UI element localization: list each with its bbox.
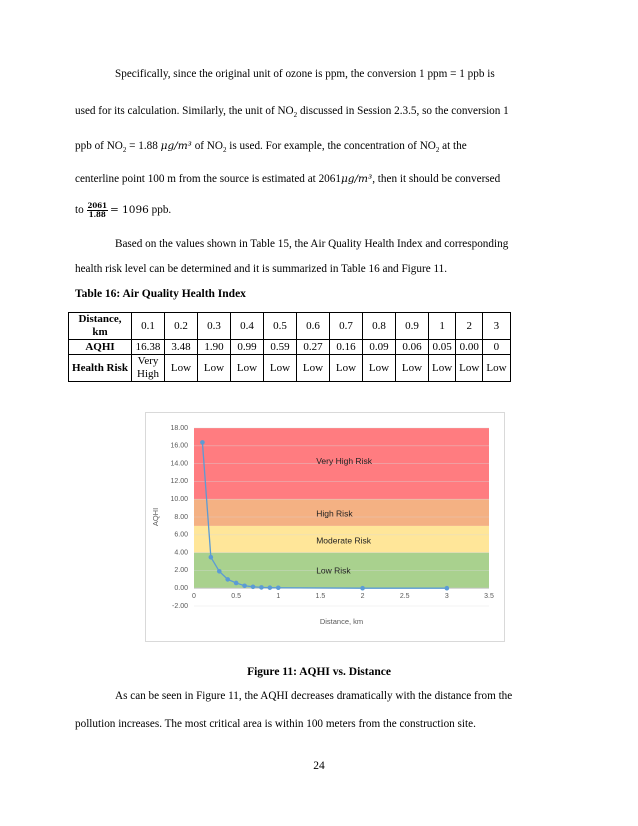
row-header-risk: Health Risk [69, 355, 132, 382]
aqhi-chart [145, 412, 505, 642]
x-tick-label: 2.5 [399, 593, 410, 601]
aqhi-cell: 0.59 [264, 340, 297, 355]
data-point [360, 586, 365, 591]
risk-cell: Low [231, 355, 264, 382]
risk-cell: Very High [132, 355, 165, 382]
aqhi-table [68, 312, 511, 382]
band-label: Low Risk [316, 565, 351, 576]
distance-cell: 0.5 [264, 313, 297, 340]
y-tick-label: 8.00 [174, 513, 188, 521]
distance-cell: 0.3 [198, 313, 231, 340]
y-tick-label: 14.00 [170, 460, 188, 468]
para3-line1: As can be seen in Figure 11, the AQHI decreases dramatically with the distance from the [115, 690, 513, 702]
risk-cell: Low [198, 355, 231, 382]
risk-cell: Low [297, 355, 330, 382]
para3-line2: pollution increases. The most critical area is within 100 meters from the construction site. [75, 718, 476, 730]
distance-cell: 0.1 [132, 313, 165, 340]
x-tick-label: 1 [276, 593, 281, 601]
y-tick-label: 18.00 [170, 424, 188, 432]
data-point [225, 577, 230, 582]
risk-cell: Low [483, 355, 510, 382]
x-tick-label: 3 [444, 593, 449, 601]
x-tick-label: 3.5 [484, 593, 494, 601]
para1-line4: centerline point 100 m from the source is estimated at 2061μg/m³, then it should be conversed [75, 173, 501, 185]
risk-cell: Low [456, 355, 483, 382]
aqhi-cell: 0.05 [429, 340, 456, 355]
distance-cell: 2 [456, 313, 483, 340]
para1-line3: ppb of $NO_2 = 1.88$ μg/m³ of $NO_2$ is used. For example, the concentration of $NO_2$ at the [75, 140, 467, 155]
data-point [276, 585, 281, 590]
x-tick-label: 0.5 [231, 593, 242, 601]
distance-cell: 0.4 [231, 313, 264, 340]
risk-cell: Low [330, 355, 363, 382]
x-tick-label: 0 [192, 593, 196, 601]
aqhi-cell: 0.09 [363, 340, 396, 355]
x-tick-label: 1.5 [315, 593, 326, 601]
para1-line2: used for its calculation. Similarly, the unit of $NO_2$ discussed in Session 2.3.5, so the conversion 1 [75, 105, 509, 120]
row-header-aqhi: AQHI [69, 340, 132, 355]
risk-cell: Low [396, 355, 429, 382]
data-point [445, 586, 450, 591]
aqhi-cell: 1.90 [198, 340, 231, 355]
row-header-distance: Distance, km [69, 313, 132, 340]
y-tick-label: 6.00 [174, 531, 188, 539]
band-label: High Risk [316, 508, 353, 519]
y-axis-title: AQHI [151, 507, 160, 527]
table-caption: Table 16: Air Quality Health Index [75, 288, 246, 300]
y-tick-label: 12.00 [170, 478, 188, 486]
risk-cell: Low [363, 355, 396, 382]
y-tick-label: 2.00 [174, 567, 188, 575]
para2-line2: health risk level can be determined and it is summarized in Table 16 and Figure 11. [75, 263, 448, 275]
para2-line1: Based on the values shown in Table 15, the Air Quality Health Index and corresponding [115, 238, 509, 250]
data-point [268, 585, 273, 590]
para1-line5: to $\frac{2061}{1.88}$ = 1096 ppb. [75, 201, 172, 219]
aqhi-cell: 16.38 [132, 340, 165, 355]
data-point [217, 569, 222, 574]
aqhi-cell: 0.00 [456, 340, 483, 355]
table-row-aqhi [69, 340, 511, 355]
distance-cell: 1 [429, 313, 456, 340]
risk-cell: Low [165, 355, 198, 382]
risk-cell: Low [429, 355, 456, 382]
para1-line1: Specifically, since the original unit of ozone is ppm, the conversion 1 ppm = 1 ppb is [115, 68, 495, 80]
page-number: 24 [313, 760, 325, 772]
table-row-distance [69, 313, 511, 340]
data-point [259, 585, 264, 590]
risk-cell: Low [264, 355, 297, 382]
distance-cell: 0.9 [396, 313, 429, 340]
figure-caption: Figure 11: AQHI vs. Distance [247, 666, 391, 678]
data-point [234, 581, 239, 586]
data-point [242, 583, 247, 588]
distance-cell: 0.8 [363, 313, 396, 340]
y-tick-label: 16.00 [170, 442, 188, 450]
aqhi-cell: 0 [483, 340, 510, 355]
distance-cell: 0.7 [330, 313, 363, 340]
table-row-risk [69, 355, 511, 382]
band-label: Moderate Risk [316, 535, 372, 546]
aqhi-cell: 0.27 [297, 340, 330, 355]
data-point [200, 440, 205, 445]
aqhi-cell: 0.06 [396, 340, 429, 355]
data-point [209, 555, 214, 560]
aqhi-cell: 3.48 [165, 340, 198, 355]
distance-cell: 3 [483, 313, 510, 340]
x-tick-label: 2 [360, 593, 365, 601]
band-label: Very High Risk [316, 456, 372, 467]
aqhi-cell: 0.99 [231, 340, 264, 355]
distance-cell: 0.2 [165, 313, 198, 340]
y-tick-label: -2.00 [172, 602, 188, 610]
y-tick-label: 0.00 [174, 585, 188, 593]
aqhi-cell: 0.16 [330, 340, 363, 355]
x-axis-title: Distance, km [319, 617, 364, 626]
aqhi-chart-svg [146, 413, 504, 641]
data-point [251, 584, 256, 589]
distance-cell: 0.6 [297, 313, 330, 340]
fraction: $\frac{2061}{1.88}$ [87, 201, 107, 219]
y-tick-label: 4.00 [174, 549, 188, 557]
y-tick-label: 10.00 [170, 496, 188, 504]
